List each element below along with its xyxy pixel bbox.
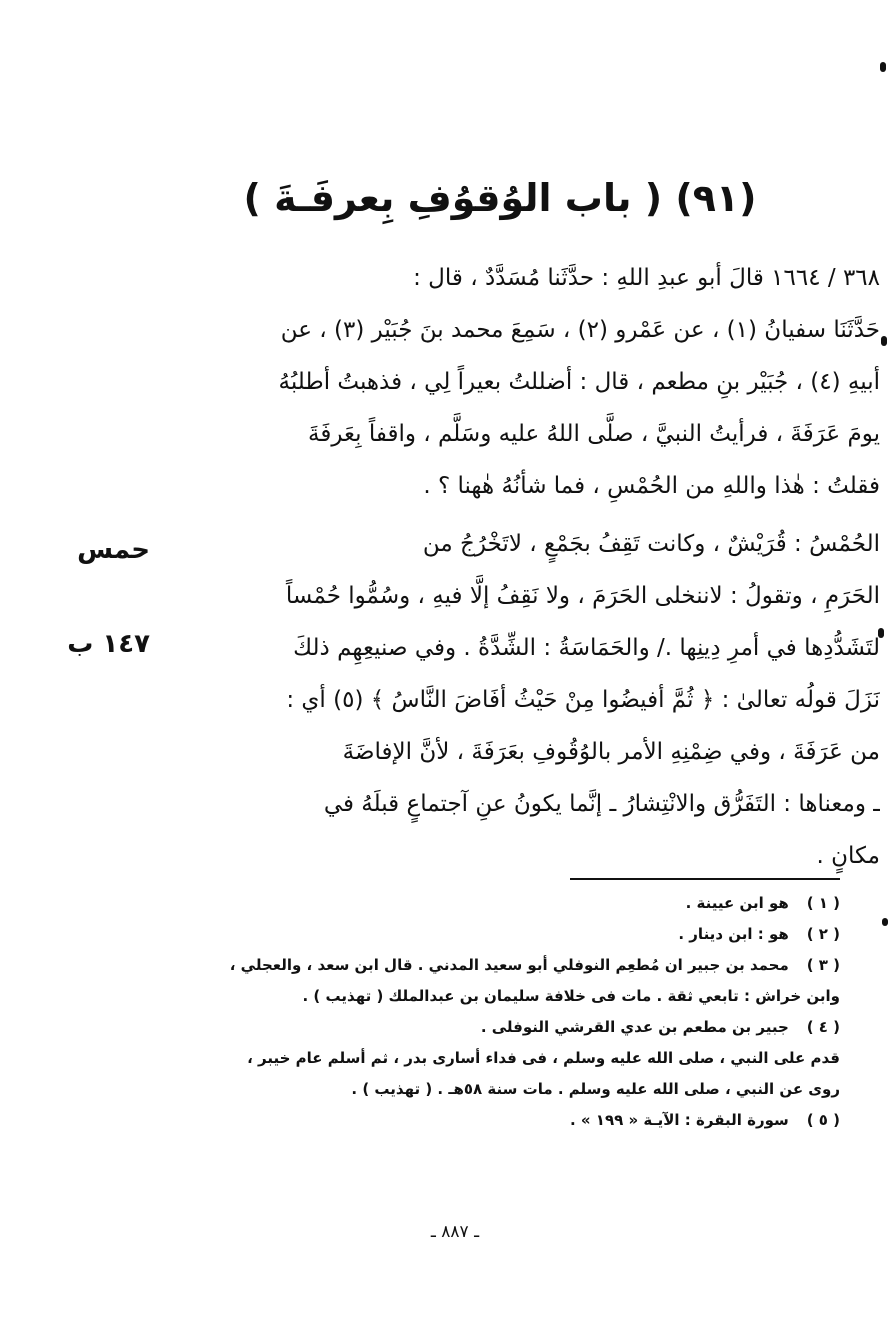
page-number: ـ ٨٨٧ ـ	[430, 1222, 480, 1242]
text-line: الحُمْسُ : قُرَيْشٌ ، وكانت تَقِفُ بجَمْعٍ ، لاتَخْرُجُ من	[422, 531, 880, 557]
footnote-3	[160, 950, 840, 981]
text-line: ٣٦٨ / ١٦٦٤ قالَ أبو عبدِ اللهِ : حدَّثَنا مُسَدَّدٌ ، قال :	[413, 265, 880, 291]
footnote-number: ( ٤ )	[806, 1018, 840, 1036]
text-line: من عَرَفَةَ ، وفي ضِمْنِهِ الأمر بالوُقُوفِ بعَرَفَةَ ، لأنَّ الإفاضَةَ	[342, 739, 880, 765]
footnote-separator	[570, 878, 840, 880]
scan-mark	[881, 336, 887, 346]
footnote-continuation: روى عن النبي ، صلى الله عليه وسلم . مات سنة ٥٨هـ . ( تهذيب ) .	[351, 1080, 840, 1098]
footnotes	[160, 888, 840, 1136]
footnote-continuation: وابن خراش : تابعي ثقة . مات فى خلافة سليمان بن عبدالملك ( تهذيب ) .	[302, 987, 840, 1005]
footnote-number: ( ٢ )	[806, 925, 840, 943]
footnote-number: ( ٣ )	[806, 956, 840, 974]
margin-folio: ١٤٧ ب	[67, 629, 150, 659]
footnote-text: سورة البقرة : الآيـة « ١٩٩ » .	[569, 1111, 789, 1129]
footnote-text: هو : ابن دينار .	[678, 925, 789, 943]
hadith-text	[160, 252, 880, 512]
footnote-5	[160, 1105, 840, 1136]
text-line: حَدَّثَنَا سفيانُ (١) ، عن عَمْرو (٢) ، سَمِعَ محمد بنَ جُبَيْر (٣) ، عن	[280, 317, 880, 343]
text-line: ـ ومعناها : التَفَرُّق والانْتِشارُ ـ إنَّما يكونُ عنِ آجتماعٍ قبلَهُ في	[323, 791, 880, 817]
footnote-2	[160, 919, 840, 950]
footnote-text: هو ابن عيينة .	[685, 894, 789, 912]
scan-mark	[882, 918, 888, 926]
footnote-4	[160, 1012, 840, 1043]
footnote-1	[160, 888, 840, 919]
footnote-text: جبير بن مطعم بن عدي القرشي النوفلى .	[480, 1018, 789, 1036]
chapter-title: (٩١) ( باب الوُقوُفِ بِعرفَـةَ )	[243, 176, 757, 220]
footnote-continuation: قدم على النبي ، صلى الله عليه وسلم ، فى فداء أسارى بدر ، ثم أسلم عام خيبر ،	[247, 1049, 840, 1067]
margin-keyword: حمس	[77, 535, 150, 565]
text-line: أبيهِ (٤) ، جُبَيْر بنِ مطعم ، قال : أضللتُ بعيراً لِي ، فذهبتُ أطلبُهُ	[278, 369, 880, 395]
text-line: لتَشَدُّدِها في أمرِ دِينِها ./ والحَمَاسَةُ : الشِّدَّةُ . وفي صنيعِهِم ذلكَ	[293, 635, 880, 661]
footnote-number: ( ١ )	[806, 894, 840, 912]
text-line: فقلتُ : هٰذا واللهِ من الحُمْسِ ، فما شأنُهُ هٰهنا ؟ .	[423, 473, 880, 499]
scan-mark	[880, 62, 886, 72]
footnote-number: ( ٥ )	[806, 1111, 840, 1129]
text-line: مكانٍ .	[816, 843, 880, 869]
text-line: الحَرَمِ ، وتقولُ : لاننخلى الحَرَمَ ، ولا نَقِفُ إلَّا فيهِ ، وسُمُّوا حُمْساً	[285, 583, 880, 609]
footnote-text: محمد بن جبير ان مُطعِم النوفلي أبو سعيد المدني . قال ابن سعد ، والعجلي ،	[229, 956, 789, 974]
text-line: يومَ عَرَفَةَ ، فرأيتُ النبيَّ ، صلَّى اللهُ عليه وسَلَّم ، واقفاً بِعَرفَةَ	[308, 421, 880, 447]
text-line: نَزَلَ قولُه تعالىٰ : ﴿ ثُمَّ أفيضُوا مِنْ حَيْثُ أفَاضَ النَّاسُ ﴾ (٥) أي :	[286, 687, 880, 713]
commentary-text	[160, 518, 880, 882]
